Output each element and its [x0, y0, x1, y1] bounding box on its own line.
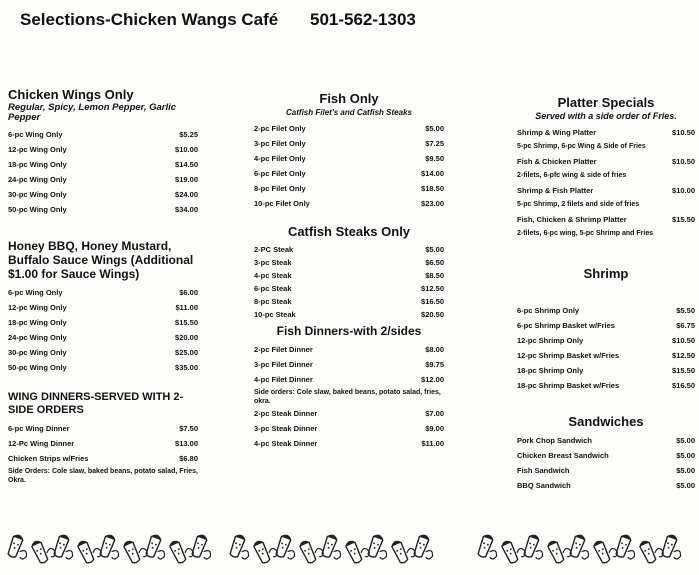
- menu-item-price: $5.00: [676, 466, 695, 475]
- section-sauce-wings: [8, 239, 198, 375]
- shaker-ornament: [123, 536, 150, 564]
- menu-item-name: Shrimp & Fish Platter: [517, 186, 594, 195]
- menu-item: [8, 451, 198, 466]
- menu-item-name: Pork Chop Sandwich: [517, 436, 593, 445]
- menu-item: [517, 318, 695, 333]
- shaker-ornament: [547, 536, 574, 564]
- menu-item-name: 4-pc Steak Dinner: [254, 439, 318, 448]
- menu-item: [254, 136, 444, 151]
- menu-item: [254, 421, 444, 436]
- section-fish-dinners: [254, 324, 444, 451]
- menu-item: [517, 348, 695, 363]
- shaker-ornament: [367, 534, 393, 562]
- menu-item-name: 18-pc Shrimp Basket w/Fries: [517, 381, 620, 390]
- menu-item-price: $9.50: [425, 154, 444, 163]
- menu-item-price: $15.50: [175, 318, 198, 327]
- section-shrimp: [517, 267, 695, 393]
- menu-item-price: $6.75: [676, 321, 695, 330]
- menu-item-name: 12-pc Shrimp Basket w/Fries: [517, 351, 620, 360]
- menu-item: [517, 363, 695, 378]
- menu-item-price: $23.00: [421, 199, 444, 208]
- menu-item-price: $35.00: [175, 363, 198, 372]
- shaker-ornament: [391, 536, 418, 564]
- menu-item-price: $8.00: [425, 345, 444, 354]
- menu-item: [254, 166, 444, 181]
- menu-item: [8, 285, 198, 300]
- section-title: Platter Specials: [557, 95, 655, 110]
- menu-item-price: $12.50: [672, 351, 695, 360]
- menu-item: [517, 433, 695, 448]
- platter-item: [517, 154, 695, 169]
- section-subtitle: Regular, Spicy, Lemon Pepper, Garlic Pepper: [8, 102, 177, 123]
- menu-item-price: $9.00: [425, 424, 444, 433]
- restaurant-name: Selections-Chicken Wangs Café: [20, 10, 279, 29]
- menu-item-price: $10.50: [672, 128, 695, 137]
- menu-item-name: 8-pc Steak: [254, 297, 292, 306]
- menu-item: [8, 157, 198, 172]
- menu-item: [8, 436, 198, 451]
- menu-item: [254, 256, 444, 269]
- platter-item: [517, 212, 695, 227]
- shaker-ornament: [7, 534, 33, 562]
- shaker-ornament: [31, 536, 58, 564]
- menu-item-name: 6-pc Shrimp Basket w/Fries: [517, 321, 615, 330]
- menu-item-name: 12-pc Wing Only: [8, 145, 67, 154]
- menu-item-name: 4-pc Steak: [254, 271, 292, 280]
- shaker-ornament: [593, 536, 620, 564]
- menu-item-price: $12.00: [421, 375, 444, 384]
- section-platter-specials: [517, 96, 695, 241]
- menu-item: [254, 295, 444, 308]
- menu-item: [8, 142, 198, 157]
- section-title: Chicken Wings Only: [8, 87, 134, 102]
- shaker-ornament: [229, 534, 255, 562]
- shaker-ornament: [275, 534, 301, 562]
- menu-item: [254, 342, 444, 357]
- menu-item-price: $5.25: [179, 130, 198, 139]
- menu-item: [8, 172, 198, 187]
- menu-item: [254, 243, 444, 256]
- menu-item-price: $20.00: [175, 333, 198, 342]
- menu-item-name: 6-pc Steak: [254, 284, 292, 293]
- shaker-ornament: [299, 536, 326, 564]
- shaker-ornament: [53, 534, 79, 562]
- shaker-ornament: [99, 534, 125, 562]
- menu-item: [517, 463, 695, 478]
- menu-item-price: $5.00: [425, 124, 444, 133]
- menu-item: [8, 300, 198, 315]
- section-title: Shrimp: [583, 266, 629, 281]
- menu-item-name: 50-pc Wing Only: [8, 363, 67, 372]
- shaker-ornament: [145, 534, 171, 562]
- menu-item-price: $5.50: [676, 306, 695, 315]
- platter-description: 2-filets, 6-pc wing, 5-pc Shrimp and Fries: [517, 230, 654, 237]
- menu-item-price: $16.50: [672, 381, 695, 390]
- menu-item: [254, 372, 444, 387]
- menu-item: [8, 330, 198, 345]
- menu-item: [254, 181, 444, 196]
- shaker-ornament: [191, 534, 217, 562]
- menu-item-price: $18.50: [421, 184, 444, 193]
- shaker-ornament: [345, 536, 372, 564]
- menu-item-name: 10-pc Filet Only: [254, 199, 310, 208]
- menu-item: [8, 421, 198, 436]
- menu-item-price: $7.50: [179, 424, 198, 433]
- menu-item-name: 4-pc Filet Dinner: [254, 375, 313, 384]
- menu-item-name: Fish Sandwich: [517, 466, 570, 475]
- menu-item-price: $20.50: [421, 310, 444, 319]
- menu-item-name: 6-pc Filet Only: [254, 169, 306, 178]
- menu-item-name: 3-pc Filet Only: [254, 139, 306, 148]
- menu-header: [10, 10, 690, 36]
- menu-item-name: 24-pc Wing Only: [8, 175, 67, 184]
- menu-item-price: $16.50: [421, 297, 444, 306]
- menu-item-name: 3-pc Steak Dinner: [254, 424, 318, 433]
- menu-item-price: $5.00: [676, 436, 695, 445]
- shaker-ornament: [639, 536, 666, 564]
- menu-item-price: $25.00: [175, 348, 198, 357]
- shaker-ornament: [413, 534, 439, 562]
- side-orders-note: Side orders: Cole slaw, baked beans, potato salad, fries, okra.: [254, 389, 441, 405]
- menu-item: [254, 308, 444, 321]
- menu-item-name: 3-pc Filet Dinner: [254, 360, 313, 369]
- menu-item-price: $8.50: [425, 271, 444, 280]
- platter-item: [517, 125, 695, 140]
- menu-item: [254, 357, 444, 372]
- section-title: Honey BBQ, Honey Mustard, Buffalo Sauce Wings (Additional $1.00 for Sauce Wings): [8, 239, 194, 281]
- menu-item-name: 6-pc Wing Only: [8, 130, 63, 139]
- section-wing-dinners: [8, 391, 198, 485]
- platter-description: 5-pc Shrimp, 6-pc Wing & Side of Fries: [517, 143, 646, 150]
- menu-item-price: $11.00: [175, 303, 198, 312]
- menu-item-name: 2-pc Filet Dinner: [254, 345, 313, 354]
- menu-item-name: 18-pc Wing Only: [8, 160, 67, 169]
- menu-item: [517, 303, 695, 318]
- menu-item: [254, 196, 444, 211]
- section-title: Sandwiches: [568, 414, 644, 429]
- menu-item-name: BBQ Sandwich: [517, 481, 571, 490]
- menu-item: [254, 436, 444, 451]
- menu-item-name: Chicken Strips w/Fries: [8, 454, 89, 463]
- menu-item-name: 2-pc Filet Only: [254, 124, 306, 133]
- menu-column-right: [517, 96, 695, 493]
- menu-item: [517, 333, 695, 348]
- menu-item-name: 12-pc Shrimp Only: [517, 336, 584, 345]
- platter-description: 5-pc Shrimp, 2 filets and side of fries: [517, 201, 640, 208]
- menu-item-price: $15.50: [672, 366, 695, 375]
- menu-item-name: 6-pc Shrimp Only: [517, 306, 580, 315]
- menu-item-name: 24-pc Wing Only: [8, 333, 67, 342]
- menu-item: [254, 282, 444, 295]
- section-catfish-steaks-only: [254, 225, 444, 321]
- menu-item: [254, 269, 444, 282]
- menu-item-name: 18-pc Wing Only: [8, 318, 67, 327]
- menu-item-price: $6.80: [179, 454, 198, 463]
- section-title: WING DINNERS-SERVED WITH 2-SIDE ORDERS: [8, 391, 184, 416]
- menu-item-price: $9.75: [425, 360, 444, 369]
- menu-item-name: 3-pc Steak: [254, 258, 292, 267]
- menu-item: [517, 478, 695, 493]
- menu-column-middle: [254, 92, 444, 451]
- menu-item-name: 30-pc Wing Only: [8, 190, 67, 199]
- section-fish-only: [254, 92, 444, 211]
- platter-item: [517, 183, 695, 198]
- shaker-ornament: [253, 536, 280, 564]
- menu-item-name: Fish, Chicken & Shrimp Platter: [517, 215, 627, 224]
- menu-item-price: $7.25: [425, 139, 444, 148]
- menu-item-price: $5.00: [676, 481, 695, 490]
- section-subtitle: Served with a side order of Fries.: [535, 111, 677, 121]
- section-chicken-wings-only: [8, 88, 198, 217]
- menu-item: [8, 360, 198, 375]
- salt-pepper-shaker-border-icon: [0, 520, 699, 575]
- menu-item-name: 8-pc Filet Only: [254, 184, 306, 193]
- menu-item-price: $10.00: [672, 186, 695, 195]
- shaker-ornament: [321, 534, 347, 562]
- section-title: Fish Dinners-with 2/sides: [276, 324, 422, 338]
- platter-list: [517, 125, 695, 241]
- menu-item-name: 2-PC Steak: [254, 245, 294, 254]
- menu-item-price: $15.50: [672, 215, 695, 224]
- menu-item-price: $5.00: [676, 451, 695, 460]
- phone-number: 501-562-1303: [310, 10, 416, 29]
- menu-item: [254, 121, 444, 136]
- shaker-ornament: [523, 534, 549, 562]
- menu-item: [8, 345, 198, 360]
- menu-item: [8, 187, 198, 202]
- section-title: Fish Only: [319, 91, 379, 106]
- menu-item-price: $13.00: [175, 439, 198, 448]
- menu-item-price: $10.00: [175, 145, 198, 154]
- menu-item: [8, 202, 198, 217]
- menu-item: [254, 151, 444, 166]
- shaker-ornament: [661, 534, 687, 562]
- menu-item-price: $10.50: [672, 157, 695, 166]
- menu-item: [254, 406, 444, 421]
- menu-item-name: 18-pc Shrimp Only: [517, 366, 584, 375]
- menu-item-name: Chicken Breast Sandwich: [517, 451, 609, 460]
- shaker-ornament: [169, 536, 196, 564]
- menu-item-name: 30-pc Wing Only: [8, 348, 67, 357]
- menu-item-name: 12-pc Wing Only: [8, 303, 67, 312]
- menu-item-name: 50-pc Wing Only: [8, 205, 67, 214]
- menu-item-price: $11.00: [421, 439, 444, 448]
- menu-item-price: $14.00: [421, 169, 444, 178]
- menu-item-name: 2-pc Steak Dinner: [254, 409, 318, 418]
- menu-item-name: Fish & Chicken Platter: [517, 157, 597, 166]
- menu-item-name: 6-pc Wing Only: [8, 288, 63, 297]
- menu-item-name: 12-Pc Wing Dinner: [8, 439, 75, 448]
- section-subtitle: Catfish Filet's and Catfish Steaks: [286, 108, 412, 117]
- menu-item-name: 4-pc Filet Only: [254, 154, 306, 163]
- menu-item-price: $6.00: [179, 288, 198, 297]
- menu-item-price: $7.00: [425, 409, 444, 418]
- menu-item-price: $5.00: [425, 245, 444, 254]
- section-sandwiches: [517, 415, 695, 493]
- shaker-ornament: [501, 536, 528, 564]
- menu-item: [517, 378, 695, 393]
- shaker-ornament: [77, 536, 104, 564]
- menu-item-price: $24.00: [175, 190, 198, 199]
- menu-item-price: $6.50: [425, 258, 444, 267]
- menu-item: [8, 315, 198, 330]
- menu-item-name: 6-pc Wing Dinner: [8, 424, 70, 433]
- shaker-ornament: [569, 534, 595, 562]
- side-orders-note: Side Orders: Cole slaw, baked beans, potato salad, Fries, Okra.: [8, 468, 198, 484]
- menu-item-price: $19.00: [175, 175, 198, 184]
- section-title: Catfish Steaks Only: [287, 224, 411, 239]
- menu-item: [8, 127, 198, 142]
- menu-item-price: $14.50: [175, 160, 198, 169]
- menu-item: [517, 448, 695, 463]
- menu-item-price: $10.50: [672, 336, 695, 345]
- menu-column-left: [8, 88, 198, 485]
- menu-item-price: $12.50: [421, 284, 444, 293]
- menu-item-price: $34.00: [175, 205, 198, 214]
- shaker-ornament: [615, 534, 641, 562]
- platter-description: 2-filets, 6-pfc wing & side of fries: [517, 172, 627, 179]
- shaker-ornament: [477, 534, 503, 562]
- menu-item-name: 10-pc Steak: [254, 310, 296, 319]
- menu-item-name: Shrimp & Wing Platter: [517, 128, 597, 137]
